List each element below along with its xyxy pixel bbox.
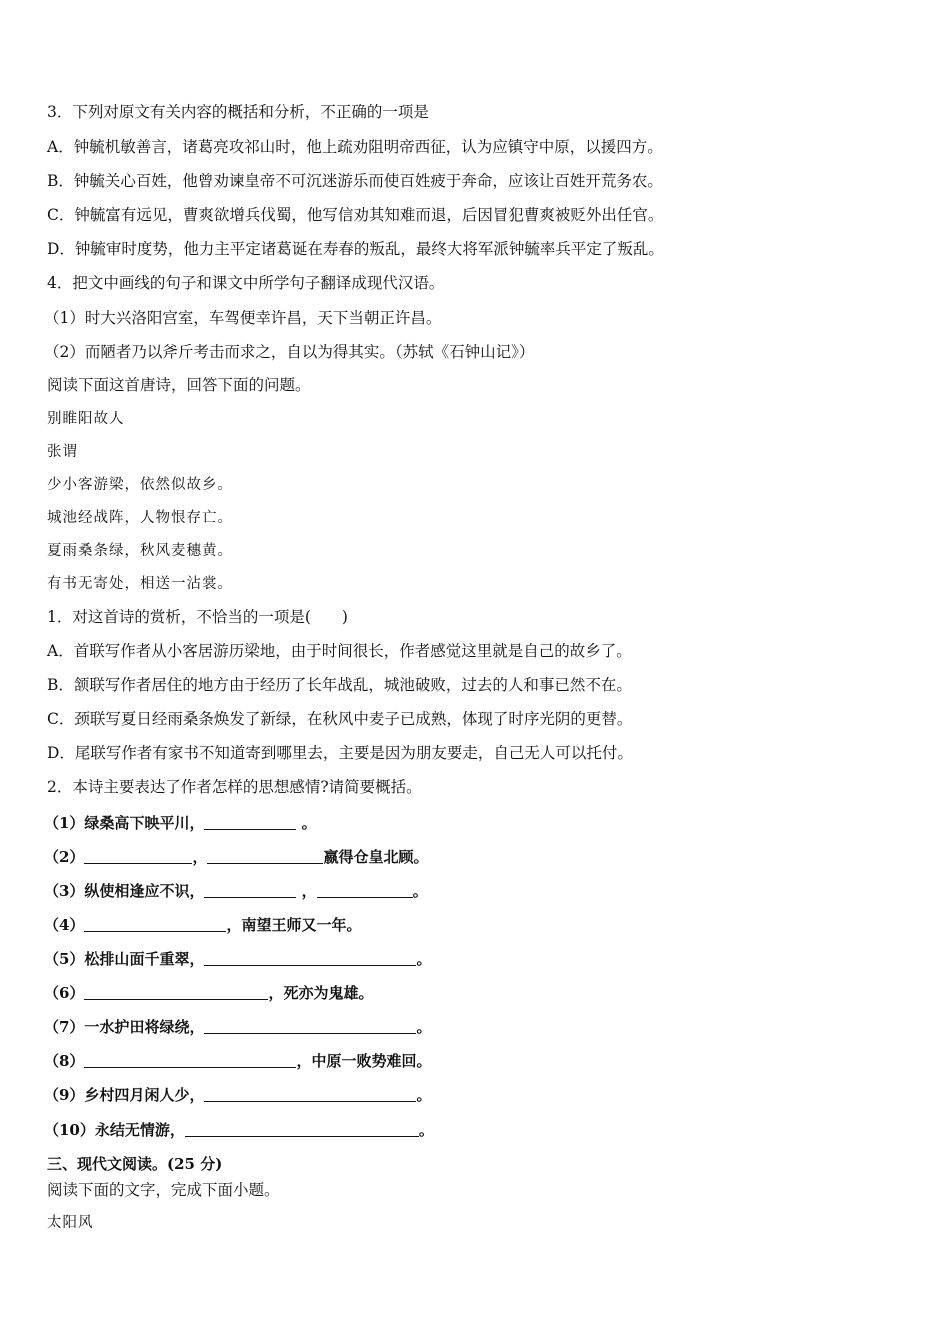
poem-q1-option-b: B．颔联写作者居住的地方由于经历了长年战乱，城池破败，过去的人和事已然不在。	[47, 676, 632, 694]
poem-title: 别睢阳故人	[47, 411, 125, 427]
fill-item-6: （6） ，死亦为鬼雄。	[44, 984, 374, 1002]
fill-item-2: （2） ， 嬴得仓皇北顾。	[44, 848, 429, 866]
answer-blank[interactable]	[204, 814, 296, 830]
answer-blank[interactable]	[204, 882, 296, 898]
q3-option-c: C．钟毓富有远见，曹爽欲增兵伐蜀，他写信劝其知难而退，后因冒犯曹爽被贬外出任官。	[47, 206, 664, 224]
section-intro: 阅读下面的文字，完成下面小题。	[47, 1181, 280, 1199]
fill-item-8: （8） ，中原一败势难回。	[44, 1052, 432, 1070]
fill-item-10: （10）永结无情游， 。	[44, 1121, 434, 1139]
poem-intro: 阅读下面这首唐诗，回答下面的问题。	[47, 376, 311, 394]
poem-line-4: 有书无寄处，相送一沾裳。	[47, 576, 233, 592]
answer-blank[interactable]	[84, 984, 268, 1000]
answer-blank[interactable]	[84, 1052, 296, 1068]
section-heading: 三、现代文阅读。(25 分)	[47, 1155, 223, 1173]
answer-blank[interactable]	[84, 848, 192, 864]
answer-blank[interactable]	[317, 882, 413, 898]
q3-stem: 3．下列对原文有关内容的概括和分析，不正确的一项是	[47, 103, 429, 121]
fill-item-1: （1）绿桑高下映平川， 。	[44, 814, 317, 832]
poem-q2-stem: 2．本诗主要表达了作者怎样的思想感情?请简要概括。	[47, 778, 422, 796]
q4-sentence-1: （1）时大兴洛阳宫室，车驾便幸许昌，天下当朝正许昌。	[44, 309, 442, 327]
fill-item-9: （9）乡村四月闲人少， 。	[44, 1086, 432, 1104]
q4-sentence-2: （2）而陋者乃以斧斤考击而求之，自以为得其实。（苏轼《石钟山记》）	[44, 343, 535, 361]
poem-line-3: 夏雨桑条绿，秋风麦穗黄。	[47, 543, 233, 559]
poem-q1-option-c: C．颈联写夏日经雨桑条焕发了新绿，在秋风中麦子已成熟，体现了时序光阴的更替。	[47, 710, 633, 728]
q4-stem: 4．把文中画线的句子和课文中所学句子翻译成现代汉语。	[47, 274, 445, 292]
answer-blank[interactable]	[204, 1018, 416, 1034]
poem-line-2: 城池经战阵，人物恨存亡。	[47, 510, 233, 526]
fill-item-7: （7）一水护田将绿绕， 。	[44, 1018, 432, 1036]
fill-item-5: （5）松排山面千重翠， 。	[44, 950, 432, 968]
q3-option-b: B．钟毓关心百姓，他曾劝谏皇帝不可沉迷游乐而使百姓疲于奔命，应该让百姓开荒务农。	[47, 172, 663, 190]
answer-blank[interactable]	[204, 1086, 416, 1102]
poem-q1-stem: 1．对这首诗的赏析，不恰当的一项是( )	[47, 608, 348, 626]
q3-option-d: D．钟毓审时度势，他力主平定诸葛诞在寿春的叛乱，最终大将军派钟毓率兵平定了叛乱。	[47, 240, 664, 258]
poem-line-1: 少小客游梁，依然似故乡。	[47, 477, 233, 493]
passage-title: 太阳风	[47, 1215, 94, 1231]
answer-blank[interactable]	[185, 1121, 419, 1137]
answer-blank[interactable]	[204, 950, 416, 966]
q3-option-a: A．钟毓机敏善言，诸葛亮攻祁山时，他上疏劝阻明帝西征，认为应镇守中原，以援四方。	[47, 138, 663, 156]
poem-q1-option-d: D．尾联写作者有家书不知道寄到哪里去，主要是因为朋友要走，自己无人可以托付。	[47, 744, 633, 762]
fill-item-4: （4） ，南望王师又一年。	[44, 916, 362, 934]
poem-q1-option-a: A．首联写作者从小客居游历梁地，由于时间很长，作者感觉这里就是自己的故乡了。	[47, 642, 632, 660]
fill-item-3: （3）纵使相逢应不识， ， 。	[44, 882, 428, 900]
answer-blank[interactable]	[84, 916, 226, 932]
answer-blank[interactable]	[207, 848, 323, 864]
poem-author: 张谓	[47, 444, 78, 460]
